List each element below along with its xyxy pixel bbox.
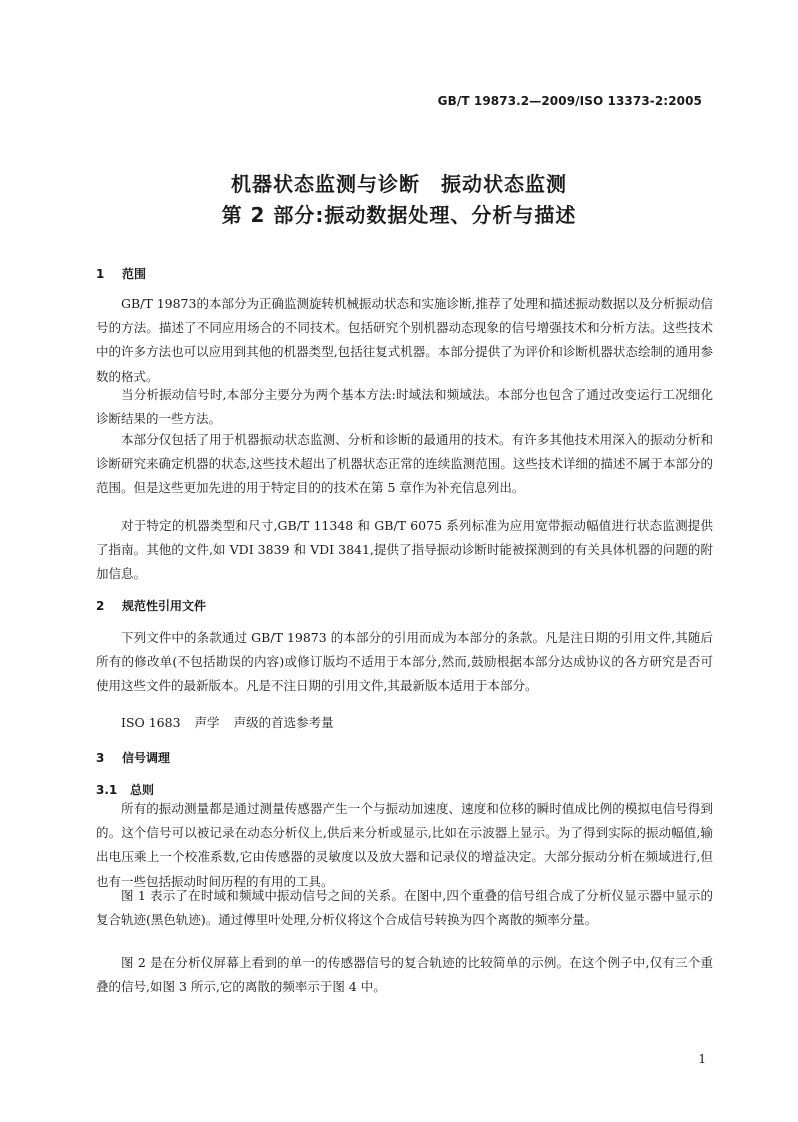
section-2-paragraph-1: 下列文件中的条款通过 GB/T 19873 的本部分的引用而成为本部分的条款。凡是注日期的引用文件,其随后所有的修改单(不包括勘误的内容)或修订版均不适用于本部分,然而,鼓励根据本部分达成协议的各方研究是否可使用这些文件的最新版本。凡是不注日期的引用文件,其最新版本适用于本部分。 [96, 630, 713, 694]
section-number: 3.1 [96, 783, 118, 797]
title-line-2: 第 2 部分:振动数据处理、分析与描述 [221, 203, 577, 227]
section-number: 2 [96, 599, 105, 613]
reference-subject: 声学 [194, 715, 220, 730]
section-2-heading [96, 597, 206, 614]
reference-code: ISO 1683 [121, 715, 181, 730]
section-3-heading [96, 749, 170, 766]
section-title: 规范性引用文件 [122, 599, 207, 613]
section-1-heading [96, 265, 146, 282]
section-title: 总则 [130, 783, 155, 797]
section-number: 3 [96, 751, 105, 765]
section-1-paragraph-4: 对于特定的机器类型和尺寸,GB/T 11348 和 GB/T 6075 系列标准为应用宽带振动幅值进行状态监测提供了指南。其他的文件,如 VDI 3839 和 VDI 3841,提供了指导振动诊断时能被探测到的有关具体机器的问题的附加信息。 [96, 518, 713, 582]
section-1-paragraph-2: 当分析振动信号时,本部分主要分为两个基本方法:时域法和频域法。本部分也包含了通过改变运行工况细化诊断结果的一些方法。 [96, 387, 713, 427]
page-number: 1 [698, 1052, 706, 1066]
section-number: 1 [96, 267, 105, 281]
subsection-3-1-heading [96, 781, 154, 798]
subsection-3-1-paragraph-2: 图 1 表示了在时域和频域中振动信号之间的关系。在图中,四个重叠的信号组合成了分析仪显示器中显示的复合轨迹(黑色轨迹)。通过傅里叶处理,分析仪将这个合成信号转换为四个离散的频率分量。 [96, 888, 713, 928]
title-line-1: 机器状态监测与诊断 振动状态监测 [231, 172, 567, 196]
section-1-paragraph-3: 本部分仅包括了用于机器振动状态监测、分析和诊断的最通用的技术。有许多其他技术用深入的振动分析和诊断研究来确定机器的状态,这些技术超出了机器状态正常的连续监测范围。这些技术详细的描述不属于本部分的范围。但是这些更加先进的用于特定目的的技术在第 5 章作为补充信息列出。 [96, 432, 713, 496]
section-title: 范围 [122, 267, 147, 281]
subsection-3-1-paragraph-3: 图 2 是在分析仪屏幕上看到的单一的传感器信号的复合轨迹的比较简单的示例。在这个例子中,仅有三个重叠的信号,如图 3 所示,它的离散的频率示于图 4 中。 [96, 955, 713, 995]
reference-title: 声级的首选参考量 [233, 715, 334, 730]
section-title: 信号调理 [122, 751, 171, 765]
normative-reference-item [121, 711, 334, 735]
section-1-paragraph-1: GB/T 19873的本部分为正确监测旋转机械振动状态和实施诊断,推荐了处理和描述振动数据以及分析振动信号的方法。描述了不同应用场合的不同技术。包括研究个别机器动态现象的信号增强技术和分析方法。这些技术中的许多方法也可以应用到其他的机器类型,包括往复式机器。本部分提供了为评价和诊断机器状态绘制的通用参数的格式。 [96, 296, 713, 384]
subsection-3-1-paragraph-1: 所有的振动测量都是通过测量传感器产生一个与振动加速度、速度和位移的瞬时值成比例的模拟电信号得到的。这个信号可以被记录在动态分析仪上,供后来分析或显示,比如在示波器上显示。为了得到实际的振动幅值,输出电压乘上一个校准系数,它由传感器的灵敏度以及放大器和记录仪的增益决定。大部分振动分析在频域进行,但也有一些包括振动时间历程的有用的工具。 [96, 801, 713, 889]
standard-code: GB/T 19873.2—2009/ISO 13373-2:2005 [437, 94, 702, 108]
